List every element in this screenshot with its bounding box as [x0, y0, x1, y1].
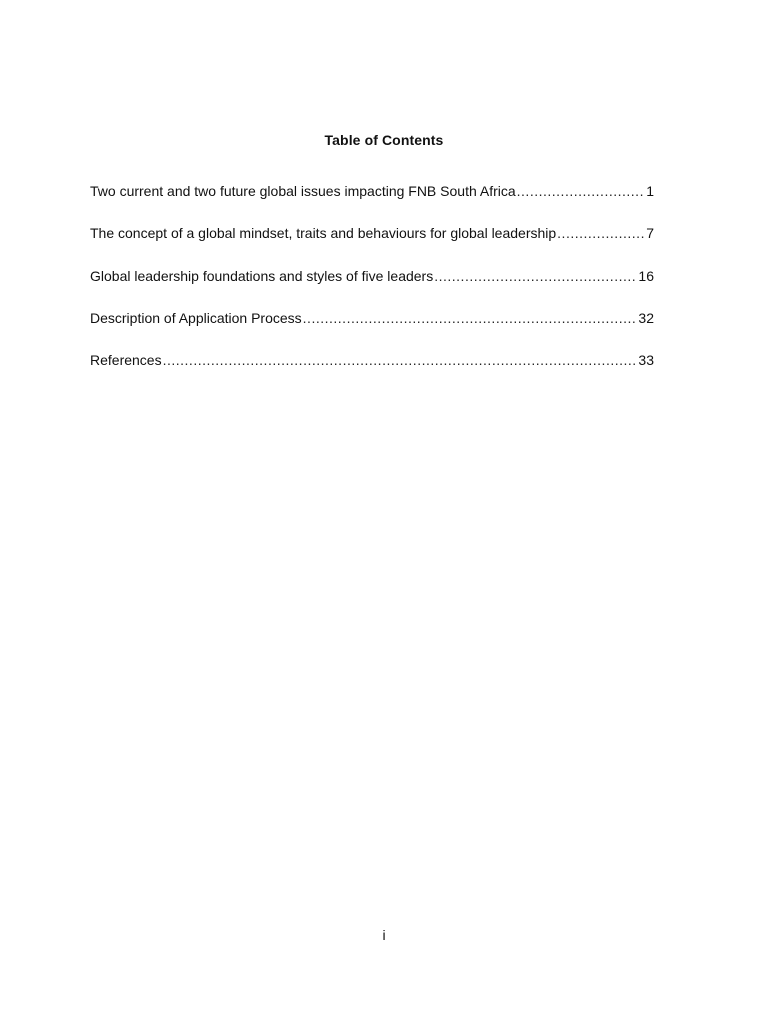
toc-entry-application-process[interactable] — [90, 308, 654, 350]
toc-entry-text: References — [90, 352, 162, 369]
toc-dot-leader — [163, 350, 638, 370]
toc-entry-page: 32 — [638, 309, 654, 326]
toc-entry-page: 33 — [638, 352, 654, 369]
toc-dot-leader — [303, 308, 638, 328]
toc-entry-references[interactable] — [90, 350, 654, 392]
toc-title: Table of Contents — [324, 132, 444, 148]
toc-entry-page: 1 — [646, 183, 654, 199]
toc-dot-leader — [517, 181, 646, 201]
toc-entry-global-issues[interactable] — [90, 181, 654, 223]
page-number: i — [382, 927, 386, 943]
toc-entry-text: The concept of a global mindset, traits and behaviours for global leadership — [90, 225, 557, 242]
toc-dot-leader — [557, 223, 645, 243]
toc-dot-leader — [434, 266, 637, 286]
toc-entry-page: 16 — [638, 267, 654, 284]
toc-list — [90, 181, 654, 392]
toc-entry-text: Description of Application Process — [90, 309, 302, 326]
toc-entry-global-mindset[interactable] — [90, 223, 654, 265]
toc-entry-text: Global leadership foundations and styles of five leaders — [90, 267, 434, 284]
toc-entry-leadership-foundations[interactable] — [90, 266, 654, 308]
toc-entry-page: 7 — [646, 225, 654, 242]
toc-entry-text: Two current and two future global issues impacting FNB South Africa — [90, 183, 516, 199]
